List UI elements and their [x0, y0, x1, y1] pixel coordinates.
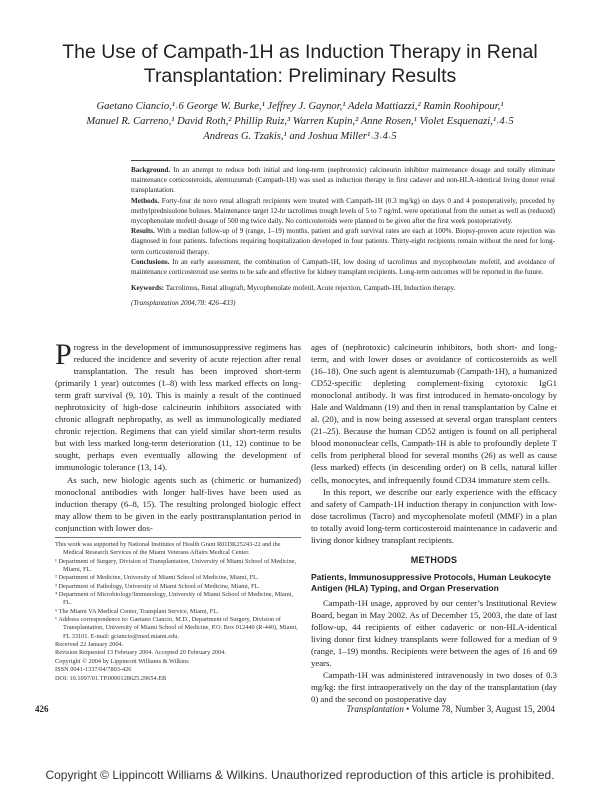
author-line-3: Andreas G. Tzakis,¹ and Joshua Miller¹˒3˒4˒5: [203, 131, 397, 142]
intro-paragraph-2: As such, new biologic agents such as (chimeric or humanized) monoclonal antibodies with longer half-lives have been used as induction therapy (6–8, 15). The resulting prolonged biologic effect may allow them to be given in the early posttransplantation period in conjunction with lower dos-: [55, 474, 301, 533]
intro-paragraph-4: In this report, we describe our early experience with the efficacy and safety of Campath-1H induction therapy in conjunction with low-dose tacrolimus (Tacro) and mycophenolate mofetil (MMF) in a plan to totally avoid long-term corticosteroid maintenance in cadaveric and living donor kidney transplant recipients.: [311, 486, 557, 545]
title-line-2: Transplantation: Preliminary Results: [143, 65, 457, 87]
intro-paragraph-1: Progress in the development of immunosuppressive regimens has reduced the incidence and severity of acute rejection after renal transplantation. The result has been improved short-term (primarily 1 year) outcomes (1–8) with less marked effects on long-term graft survival (9, 10). This is mainly a result of the continued nephrotoxicity of high-dose calcineurin inhibitors associated with chronic allograft nephropathy, as well as immunologically mediated chronic rejection. Regimens that can yield similar short-term results but with less marked long-term deterioration (11, 12) continue to be sought, perhaps even eventually allowing the development of immunologic tolerance (13, 14).: [55, 338, 301, 473]
author-list: [40, 99, 560, 144]
footnote: Copyright © 2004 by Lippincott Williams & Wilkins: [55, 657, 189, 665]
footnote: Received 22 January 2004.: [55, 641, 124, 649]
footnote: ¹ Department of Surgery, Division of Transplantation, University of Miami School of Medicine, Miami, FL.: [55, 557, 297, 574]
footnotes: [55, 537, 301, 683]
title-line-1: The Use of Campath-1H as Induction Therapy in Renal: [62, 41, 538, 63]
page-number: 426: [35, 704, 49, 714]
abstract-conclusions: Conclusions. In an early assessment, the combination of Campath-1H, low dosing of tacrolimus and mycophenolate mofetil, and avoidance of maintenance corticosteroid use seems to be safe and effective for kidney transplant recipients. Long-term outcomes will be reported in the future.: [131, 257, 555, 277]
footnote: Revision Requested 13 February 2004. Accepted 20 February 2004.: [55, 649, 227, 657]
abstract-block: [131, 160, 555, 309]
footnote: ⁶ Address correspondence to: Gaetano Ciancio, M.D., Department of Surgery, Division of Transplantation, University of Miami School of Medicine, P.O. Box 012440 (R-440), Miami, FL 33101. E-mail: gciancio@med.miami.edu.: [55, 616, 298, 640]
footnote: ² Department of Medicine, University of Miami School of Medicine, Miami, FL.: [55, 574, 259, 582]
footnote: ⁵ The Miami VA Medical Center, Transplant Service, Miami, FL.: [55, 607, 219, 615]
methods-heading: METHODS: [410, 554, 458, 565]
footnote: DOI: 10.1097/01.TP.0000128625.29654.EB: [55, 674, 167, 682]
footnote: ⁴ Department of Microbiology/Immunology, University of Miami School of Medicine, Miami, FL.: [55, 591, 294, 607]
running-footer: [35, 704, 555, 716]
methods-paragraph-2: Campath-1H was administered intravenously in two doses of 0.3 mg/kg: the first intraoperatively on the day of the transplantation (day 0) and the second on postoperative day: [311, 670, 557, 705]
abstract-background: Background. In an attempt to reduce both initial and long-term (nephrotoxic) calcineurin inhibitor maintenance dosage and totally eliminate maintenance corticosteroids, alemtuzumab (Campath-1H) was used as induction therapy in first cadaver and non-HLA-identical living donor renal transplantation.: [131, 166, 555, 195]
abstract-methods: Methods. Forty-four de novo renal allograft recipients were treated with Campath-1H (0.3 mg/kg) on days 0 and 4 postoperatively, preceded by methylprednisolone boluses. Maintenance target 12-hr tacrolimus trough levels of 5 to 7 ng/mL were operational from the outset as well as (reduced) mycophenolate mofetil dosage of 500 mg twice daily. No corticosteroids were planned to be given after the first week postoperatively.: [131, 196, 555, 226]
footnote: ISSN 0041-1337/04/7803-426: [55, 666, 132, 674]
subsection-heading: Patients, Immunosuppressive Protocols, Human Leukocyte Antigen (HLA) Typing, and Organ Preservation: [311, 571, 551, 593]
intro-paragraph-3: ages of (nephrotoxic) calcineurin inhibitors, both short- and long-term, and with lower doses or avoidance of corticosteroids as well (16–18). One such agent is alemtuzumab (Campath-1H), a humanized CD52-specific depleting complement-fixing cytotoxic IgG1 monoclonal antibody. It was first introduced in hemato-oncology by Hale and Waldmann (19) and then in renal transplantation by Calne et al. (20), and is now being assessed at several organ transplant centers (21–25). Because the human CD52 antigen is found on all peripheral blood mononuclear cells, Campath-1H is able to profoundly deplete T cells from peripheral blood for several months (26) as well as cause (less marked) effects (in descending order) on B cells, natural killer cells, monocytes, and infrequently found CD34 immature stem cells.: [311, 342, 557, 485]
abstract-citation: (Transplantation 2004;78: 426–433): [131, 299, 236, 308]
abstract-keywords: Keywords: Tacrolimus, Renal allograft, Mycophenolate mofetil, Acute rejection, Campath-1H, Induction therapy.: [131, 284, 456, 293]
body-column-left: [55, 338, 301, 534]
article-title: [30, 40, 570, 88]
journal-info: Transplantation • Volume 78, Number 3, August 15, 2004: [346, 704, 555, 714]
author-line-2: Manuel R. Carreno,¹ David Roth,² Phillip Ruiz,³ Warren Kupin,² Anne Rosen,¹ Violet Esquenazi,¹˒4˒5: [86, 116, 514, 127]
methods-paragraph-1: Campath-1H usage, approved by our center’s Institutional Review Board, began in May 2002. As of December 15, 2003, the date of last follow-up, 44 recipients of either cadaveric or non-HLA-identical living donor first kidney transplants were followed for a median of 9 (range, 1–19) months. Recipients were between the ages of 16 and 69 years.: [311, 597, 557, 669]
footnote: This work was supported by National Institutes of Health Grant R01DK25243-22 and the Medical Research Services of the Miami Veterans Affairs Medical Center.: [55, 541, 281, 557]
drop-cap: P: [55, 338, 72, 371]
body-column-right: [311, 341, 557, 705]
footnote: ³ Department of Pathology, University of Miami School of Medicine, Miami, FL.: [55, 582, 260, 590]
copyright-notice: Copyright © Lippincott Williams & Wilkins. Unauthorized reproduction of this article is prohibited.: [45, 768, 555, 782]
author-line-1: Gaetano Ciancio,¹˒6 George W. Burke,¹ Jeffrey J. Gaynor,¹ Adela Mattiazzi,² Ramin Roohipour,¹: [96, 101, 504, 112]
abstract-results: Results. With a median follow-up of 9 (range, 1–19) months, patient and graft survival rates are each at 100%. Biopsy-proven acute rejection was diagnosed in four patients. Infections requiring hospitalization developed in four patients. Thirty-eight recipients remain without the need for long-term corticosteroid therapy.: [131, 227, 555, 256]
